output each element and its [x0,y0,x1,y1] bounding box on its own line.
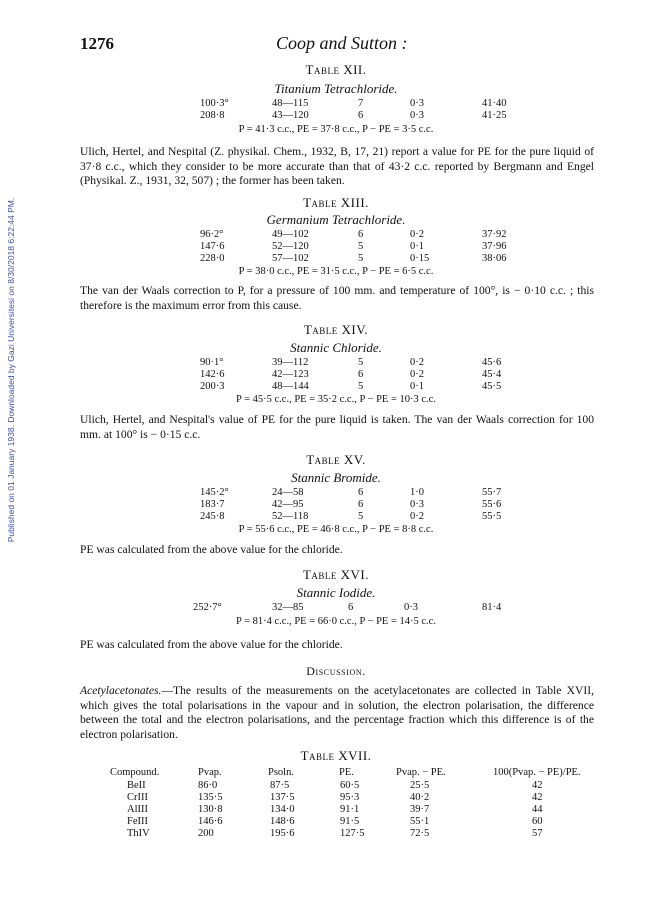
table-14-caption: Table XIV. [303,322,369,337]
table-13-caption: Table XIII. [303,195,369,210]
table-12-caption: Table XII. [305,62,367,77]
column-header: Compound. [110,767,160,778]
table-row: 100·3° 48—115 7 0·3 41·40 [200,98,507,109]
paragraph-van-der-waals: The van der Waals correction to P, for a pressure of 100 mm. and temperature of 100°, is − 0·10 c.c. ; this therefore is the maximum error from this cause. [80,284,594,312]
table-row: 147·6 52—120 5 0·1 37·96 [200,241,507,252]
paragraph-ulich-stannic: Ulich, Hertel, and Nespital's value of PE for the pure liquid is taken. The van der Waals correction for 100 mm. at 100° is − 0·15 c.c. [80,413,594,441]
table-row: FeIII 146·6 148·6 91·5 55·1 60 [127,816,543,827]
table-16-title: Stannic Iodide. [296,585,376,600]
table-16-caption: Table XVI. [302,567,370,582]
table-row: CrIII 135·5 137·5 95·3 40·2 42 [127,792,543,803]
discussion-text: —The results of the measurements on the acetylacetonates are collected in Table XVII, which gives the total polarisations in the vapour and in solution, the electron polarisation, the difference between the total and the electron polarisations, and the percentage fraction which this difference is of the electron polarisation. [80,684,594,741]
table-15-title: Stannic Bromide. [291,470,381,485]
page-number: 1276 [80,34,114,53]
table-row: 145·2° 24—58 6 1·0 55·7 [200,487,502,498]
paragraph-ulich-titanium: Ulich, Hertel, and Nespital (Z. physikal. Chem., 1932, B, 17, 21) report a value for PE for the pure liquid of 37·8 c.c., which they consider to be more accurate than that of 43·2 c.c. reported by Bergmann and Engel (Physikal. Z., 1931, 32, 507) ; the former has been taken. [80,145,594,187]
paragraph-iodide-note: PE was calculated from the above value for the chloride. [80,638,343,651]
table-15-caption: Table XV. [306,452,366,467]
table-row: AlIII 130·8 134·0 91·1 39·7 44 [127,804,543,815]
table-row: ThIV 200 195·6 127·5 72·5 57 [127,828,543,839]
table-14-title: Stannic Chloride. [290,340,382,355]
table-14-equation: P = 45·5 c.c., PE = 35·2 c.c., P − PE = 10·3 c.c. [236,394,436,405]
table-13-equation: P = 38·0 c.c., PE = 31·5 c.c., P − PE = 6·5 c.c. [238,266,434,277]
table-17-header [0,767,672,781]
table-row: 245·8 52—118 5 0·2 55·5 [200,511,502,522]
column-header: Psoln. [268,767,294,778]
table-row: 228·0 57—102 5 0·15 38·06 [200,253,507,264]
discussion-heading: Discussion. [306,664,366,678]
running-title: Coop and Sutton : [276,33,408,53]
table-row: 208·8 43—120 6 0·3 41·25 [200,110,507,121]
table-row: 183·7 42—95 6 0·3 55·6 [200,499,502,510]
table-13-title: Germanium Tetrachloride. [266,212,406,227]
acetylacetonates-lead: Acetylacetonates. [80,684,162,697]
table-row: BeII 86·0 87·5 60·5 25·5 42 [127,780,543,791]
table-12-title: Titanium Tetrachloride. [274,81,398,96]
column-header: PE. [339,767,354,778]
discussion-paragraph [80,684,594,742]
table-row: 200·3 48—144 5 0·1 45·5 [200,381,502,392]
table-15-equation: P = 55·6 c.c., PE = 46·8 c.c., P − PE = 8·8 c.c. [238,524,434,535]
table-row: 90·1° 39—112 5 0·2 45·6 [200,357,502,368]
table-16-equation: P = 81·4 c.c., PE = 66·0 c.c., P − PE = 14·5 c.c. [236,616,436,627]
column-header: Pvap. [198,767,222,778]
table-17-caption: Table XVII. [300,748,372,763]
table-row: 96·2° 49—102 6 0·2 37·92 [200,229,507,240]
column-header: Pvap. − PE. [396,767,446,778]
table-row: 142·6 42—123 6 0·2 45·4 [200,369,502,380]
table-row: 252·7° 32—85 6 0·3 81·4 [193,602,502,613]
download-watermark: Published on 01 January 1938. Downloaded by Gazi Universitesi on 8/30/2018 6:22:44 PM. [6,197,16,543]
paragraph-bromide-note: PE was calculated from the above value for the chloride. [80,543,343,556]
column-header: 100(Pvap. − PE)/PE. [493,767,581,778]
table-12-equation: P = 41·3 c.c., PE = 37·8 c.c., P − PE = 3·5 c.c. [238,124,434,135]
